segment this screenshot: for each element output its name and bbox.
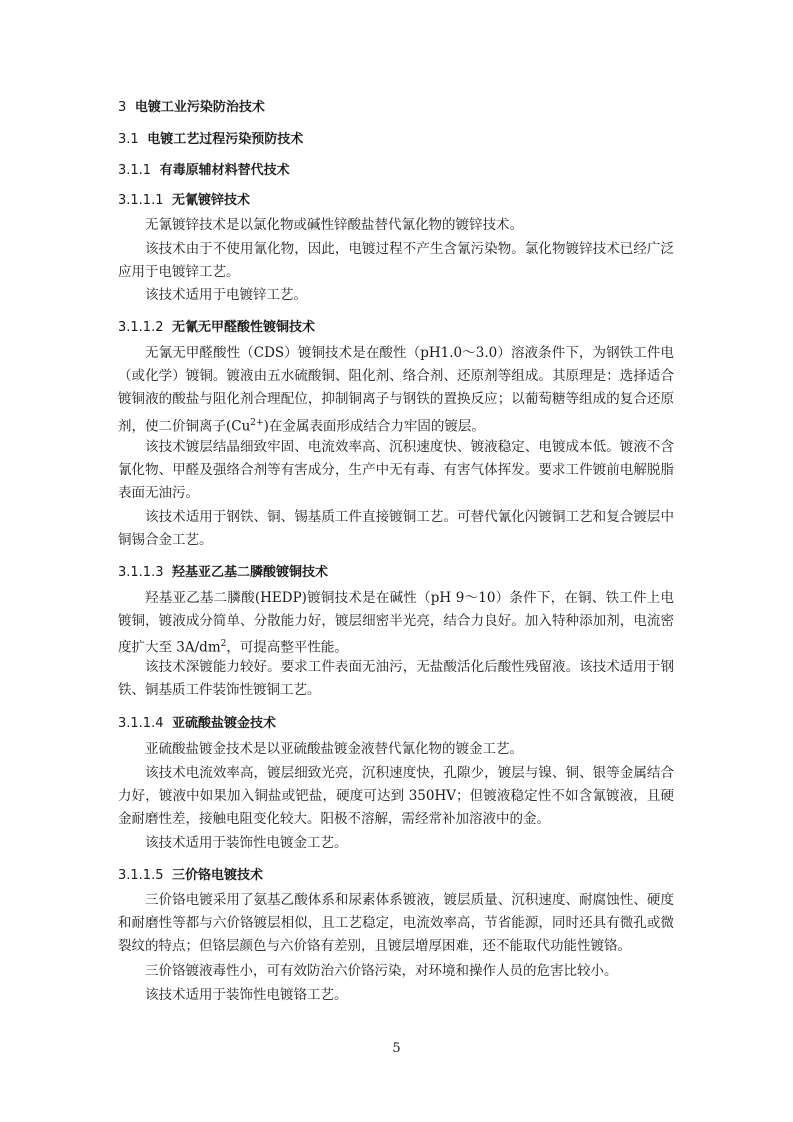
heading-3-1-1-4: 3.1.1.4 亚硫酸盐镀金技术	[118, 716, 277, 731]
paragraph: 该技术适用于电镀锌工艺。	[145, 287, 307, 303]
paragraph: 该技术适用于装饰性电镀铬工艺。	[145, 987, 348, 1003]
heading-3-1-1-3: 3.1.1.3 羟基亚乙基二膦酸镀铜技术	[118, 565, 329, 580]
paragraph: 该技术深镀能力较好。要求工件表面无油污，无盐酸活化后酸性残留液。该技术适用于钢铁、铜基质工件装饰性镀铜工艺。	[118, 659, 674, 699]
heading-3-1-1: 3.1.1 有毒原辅材料替代技术	[118, 163, 290, 178]
heading-3-1-1-5: 3.1.1.5 三价铬电镀技术	[118, 868, 264, 883]
heading-3-1-1-2: 3.1.1.2 无氰无甲醛酸性镀铜技术	[118, 320, 316, 335]
paragraph: 该技术镀层结晶细致牢固、电流效率高、沉积速度快、镀液稳定、电镀成本低。镀液不含氰化物、甲醛及强络合剂等有害成分，生产中无有毒、有害气体挥发。要求工件镀前电解脱脂表面无油污。	[118, 439, 674, 502]
heading-3: 3 电镀工业污染防治技术	[118, 100, 265, 115]
heading-3-1: 3.1 电镀工艺过程污染预防技术	[118, 132, 304, 147]
paragraph: 亚硫酸盐镀金技术是以亚硫酸盐镀金液替代氰化物的镀金工艺。	[145, 741, 523, 757]
paragraph: 该技术电流效率高，镀层细致光亮，沉积速度快，孔隙少，镀层与镍、铜、银等金属结合力好，镀液中如果加入铜盐或钯盐，硬度可达到 350HV；但镀液稳定性不如含氰镀液，且硬金耐磨性差，接触电阻变化较大。阳极不溶解，需经常补加溶液中的金。	[118, 765, 674, 828]
paragraph: 三价铬镀液毒性小，可有效防治六价铬污染，对环境和操作人员的危害比较小。	[145, 963, 618, 979]
paragraph: 该技术适用于装饰性电镀金工艺。	[145, 835, 348, 851]
paragraph: 该技术由于不使用氰化物，因此，电镀过程不产生含氰污染物。氯化物镀锌技术已经广泛应用于电镀锌工艺。	[118, 241, 674, 281]
paragraph: 三价铬电镀采用了氨基乙酸体系和尿素体系镀液，镀层质量、沉积速度、耐腐蚀性、硬度和耐磨性等都与六价铬镀层相似，且工艺稳定，电流效率高，节省能源，同时还具有微孔或微裂纹的特点；但铬层颜色与六价铬有差别，且镀层增厚困难，还不能取代功能性镀铬。	[118, 892, 674, 955]
heading-3-1-1-1: 3.1.1.1 无氰镀锌技术	[118, 193, 251, 208]
paragraph: 羟基亚乙基二膦酸(HEDP)镀铜技术是在碱性（pH 9～10）条件下，在铜、铁工件上电镀铜，镀液成分简单、分散能力好，镀层细密半光亮，结合力良好。加入特种添加剂，电流密度扩大至 $3A/dm^2$，可提高整平性能。	[118, 590, 674, 656]
paragraph: 无氰镀锌技术是以氯化物或碱性锌酸盐替代氰化物的镀锌技术。	[145, 217, 523, 233]
paragraph: 该技术适用于钢铁、铜、锡基质工件直接镀铜工艺。可替代氰化闪镀铜工艺和复合镀层中铜锡合金工艺。	[118, 509, 674, 549]
paragraph: 无氰无甲醛酸性（CDS）镀铜技术是在酸性（pH1.0～3.0）溶液条件下，为钢铁工件电（或化学）镀铜。镀液由五水硫酸铜、阻化剂、络合剂、还原剂等组成。其原理是：选择适合镀铜液的酸盐与阻化剂合理配位，抑制铜离子与钢铁的置换反应；以葡萄糖等组成的复合还原剂，使二价铜离子$(Cu^{2+})$在金属表面形成结合力牢固的镀层。	[118, 345, 674, 435]
page-number: 5	[392, 1041, 401, 1056]
